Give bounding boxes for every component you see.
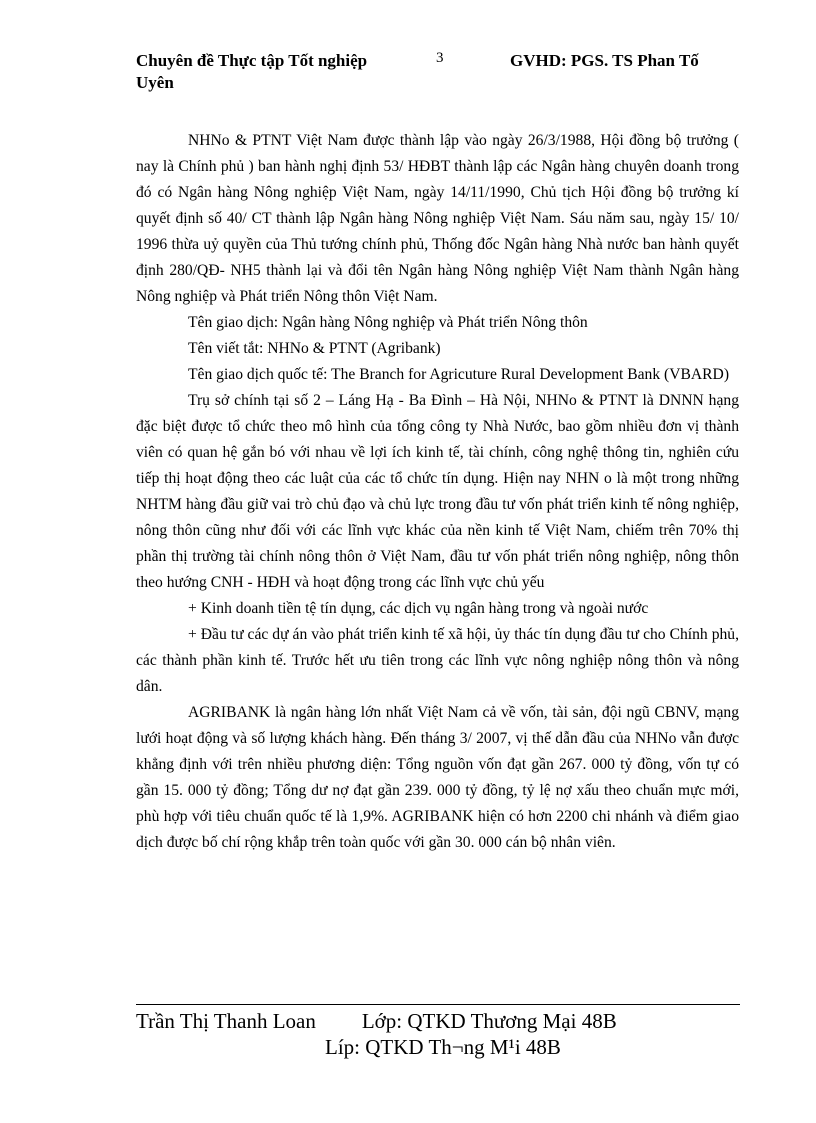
paragraph-international-name: Tên giao dịch quốc tế: The Branch for Agricuture Rural Development Bank (VBARD) [188,366,730,383]
page-number: 3 [436,50,444,66]
header-title: Chuyên đề Thực tập Tốt nghiệp Uyên [136,51,368,92]
footer-class: Lớp: QTKD Thương Mại 48B [361,1009,617,1033]
paragraph-activity-2: + Đầu tư các dự án vào phát triển kinh tế xã hội, ủy thác tín dụng đầu tư cho Chính phủ, các thành phần kinh tế. Trước hết ưu tiên trong các lĩnh vực nông nghiệp nông thôn và nông dân. [136,626,739,695]
footer-class-garbled: Líp: QTKD Th¬ng M¹i 48B [325,1035,561,1059]
paragraph-agribank: AGRIBANK là ngân hàng lớn nhất Việt Nam cả về vốn, tài sản, đội ngũ CBNV, mạng lưới hoạt động và số lượng khách hàng. Đến tháng 3/ 2007, vị thế dẫn đầu của NHNo vẫn được khẳng định với trên nhiều phương diện: Tổng nguồn vốn đạt gần 267. 000 tỷ đồng, vốn tự có gần 15. 000 tỷ đồng; Tổng dư nợ đạt gần 239. 000 tỷ đồng, tỷ lệ nợ xấu theo chuẩn mực mới, phù hợp với tiêu chuẩn quốc tế là 1,9%. AGRIBANK hiện có hơn 2200 chi nhánh và điểm giao dịch được bố chí rộng khắp trên toàn quốc với gần 30. 000 cán bộ nhân viên. [136,704,739,851]
paragraph-trade-name: Tên giao dịch: Ngân hàng Nông nghiệp và Phát triển Nông thôn [188,314,588,331]
paragraph-history: NHNo & PTNT Việt Nam được thành lập vào ngày 26/3/1988, Hội đồng bộ trưởng ( nay là Chính phủ ) ban hành nghị định 53/ HĐBT thành lập các Ngân hàng chuyên doanh trong đó có Ngân hàng Nông nghiệp Việt Nam, ngày 14/11/1990, Chủ tịch Hội đồng bộ trưởng kí quyết định số 40/ CT thành lập Ngân hàng Nông nghiệp Việt Nam. Sáu năm sau, ngày 15/ 10/ 1996 thừa uỷ quyền của Thủ tướng chính phủ, Thống đốc Ngân hàng Nhà nước ban hành quyết định 280/QĐ- NH5 thành lại và đổi tên Ngân hàng Nông nghiệp Việt Nam thành Ngân hàng Nông nghiệp và Phát triển Nông thôn Việt Nam. [136,132,739,305]
footer-author: Trần Thị Thanh Loan [136,1009,316,1033]
footer-divider [136,1004,740,1005]
paragraph-headquarters: Trụ sở chính tại số 2 – Láng Hạ - Ba Đình – Hà Nội, NHNo & PTNT là DNNN hạng đặc biệt được tổ chức theo mô hình của tổng công ty Nhà Nước, bao gồm nhiều đơn vị thành viên có quan hệ gắn bó với nhau về lợi ích kinh tế, tài chính, công nghệ thông tin, nghiên cứu tiếp thị hoạt động theo các luật của các tổ chức tín dụng. Hiện nay NHN o là một trong những NHTM hàng đầu giữ vai trò chủ đạo và chủ lực trong đầu tư vốn phát triển kinh tế nông nghiệp, nông thôn cũng như đối với các lĩnh vực khác của nền kinh tế Việt Nam, chiếm trên 70% thị phần thị trường tài chính nông thôn ở Việt Nam, đầu tư vốn phát triển nông nghiệp, nông thôn theo hướng CNH - HĐH và hoạt động trong các lĩnh vực chủ yếu [136,392,739,591]
paragraph-activity-1: + Kinh doanh tiền tệ tín dụng, các dịch vụ ngân hàng trong và ngoài nước [188,600,649,617]
document-body [136,128,739,856]
footer-line [136,1008,617,1034]
header-advisor: GVHD: PGS. TS Phan Tố [510,51,699,70]
paragraph-abbreviation: Tên viết tắt: NHNo & PTNT (Agribank) [188,340,441,357]
